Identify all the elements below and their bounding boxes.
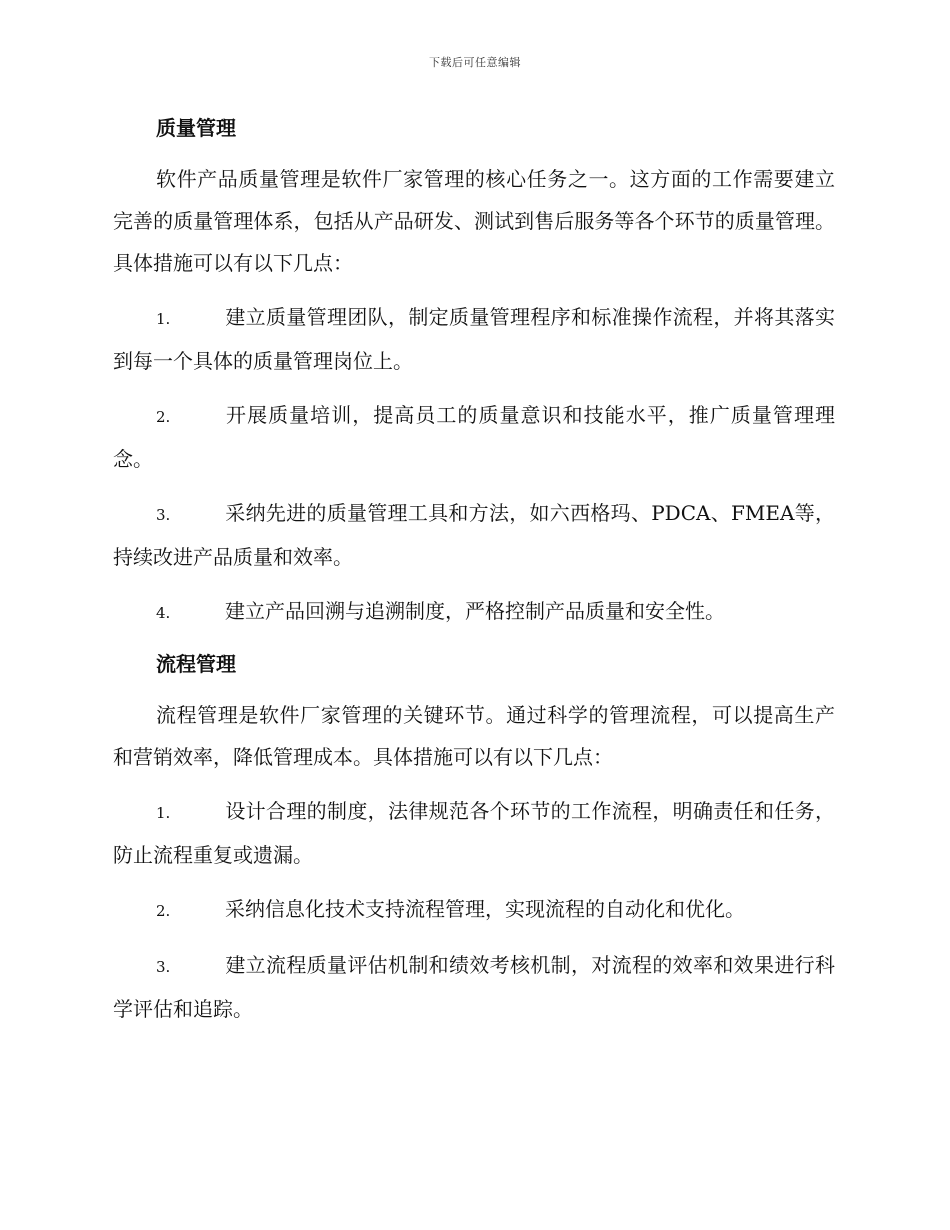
list-item	[113, 590, 835, 634]
list-text: 采纳信息化技术支持流程管理，实现流程的自动化和优化。	[225, 897, 745, 921]
list-text: 建立质量管理团队，制定质量管理程序和标准操作流程，并将其落实到每一个具体的质量管理岗位上。	[113, 305, 835, 373]
list-number: 2.	[156, 902, 171, 920]
section-process-management	[113, 646, 835, 1030]
list-number: 4.	[156, 604, 171, 622]
list-text: 开展质量培训，提高员工的质量意识和技能水平，推广质量管理理念。	[113, 403, 835, 471]
list-item	[113, 944, 835, 1030]
list-item	[113, 296, 835, 382]
section-quality-management	[113, 110, 835, 634]
list-number: 1.	[156, 310, 171, 328]
list-text: 建立流程质量评估机制和绩效考核机制，对流程的效率和效果进行科学评估和追踪。	[113, 953, 835, 1021]
section-intro: 流程管理是软件厂家管理的关键环节。通过科学的管理流程，可以提高生产和营销效率，降低管理成本。具体措施可以有以下几点：	[113, 703, 835, 769]
list-number: 1.	[156, 804, 171, 822]
list-item	[113, 394, 835, 480]
section-intro: 软件产品质量管理是软件厂家管理的核心任务之一。这方面的工作需要建立完善的质量管理体系，包括从产品研发、测试到售后服务等各个环节的质量管理。具体措施可以有以下几点：	[113, 167, 835, 275]
section-heading: 流程管理	[156, 652, 236, 676]
list-text: 采纳先进的质量管理工具和方法，如六西格玛、PDCA、FMEA等，持续改进产品质量和效率。	[113, 501, 835, 569]
list-text: 设计合理的制度，法律规范各个环节的工作流程，明确责任和任务，防止流程重复或遗漏。	[113, 799, 835, 867]
page-header: 下载后可任意编辑	[429, 56, 521, 69]
list-item	[113, 888, 835, 932]
section-heading: 质量管理	[156, 116, 236, 140]
list-number: 3.	[156, 506, 171, 524]
list-number: 2.	[156, 408, 171, 426]
list-item	[113, 492, 835, 578]
list-item	[113, 790, 835, 876]
list-number: 3.	[156, 958, 171, 976]
list-text: 建立产品回溯与追溯制度，严格控制产品质量和安全性。	[225, 599, 725, 623]
document-body	[113, 110, 835, 1030]
